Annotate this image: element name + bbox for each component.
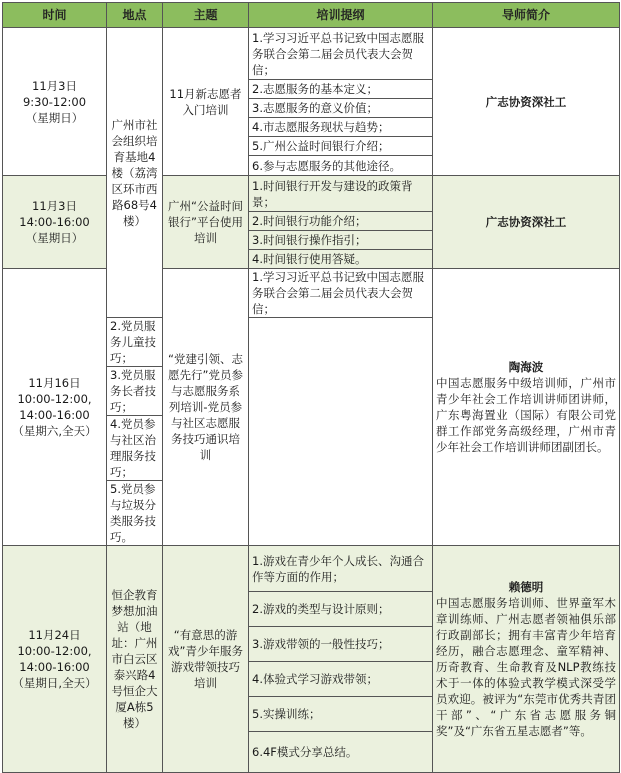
outline-item: 4.体验式学习游戏带领； bbox=[249, 662, 433, 697]
session-4-topic: “有意思的游戏”青少年服务游戏带领技巧培训 bbox=[163, 546, 249, 773]
outline-item: 2.游戏的类型与设计原则； bbox=[249, 592, 433, 627]
outline-item: 2.志愿服务的基本定义； bbox=[249, 80, 433, 99]
outline-item: 1.游戏在青少年个人成长、沟通合作等方面的作用； bbox=[249, 546, 433, 592]
outline-item: 4.时间银行使用答疑。 bbox=[249, 250, 433, 269]
session-4-time: 11月24日 10:00-12:00, 14:00-16:00 （星期日,全天） bbox=[3, 546, 107, 773]
session-2-time: 11月3日 14:00-16:00 （星期日） bbox=[3, 176, 107, 269]
header-outline: 培训提纲 bbox=[249, 3, 433, 28]
table-row bbox=[3, 546, 620, 592]
outline-item: 2.党员服务儿童技巧； bbox=[107, 318, 163, 367]
outline-item: 3.志愿服务的意义价值； bbox=[249, 99, 433, 118]
outline-item: 6.参与志愿服务的其他途径。 bbox=[249, 156, 433, 176]
outline-item: 5.党员参与垃圾分类服务技巧。 bbox=[107, 481, 163, 546]
outline-item: 3.时间银行操作指引； bbox=[249, 231, 433, 250]
session-1-topic: 11月新志愿者入门培训 bbox=[163, 28, 249, 176]
outline-item: 4.党员参与社区治理服务技巧； bbox=[107, 416, 163, 481]
outline-item: 5.实操训练； bbox=[249, 697, 433, 732]
session-4-location: 恒企教育梦想加油站（地址：广州市白云区泰兴路4号恒企大厦A栋5楼） bbox=[107, 546, 163, 773]
table-row bbox=[3, 176, 620, 212]
mentor-bio: 中国志愿服务培训师、世界童军木章训练师、广州志愿者领袖俱乐部行政副部长；拥有丰富青少年培育经历，融合志愿理念、童军精神、历奇教育、生命教育及NLP教练技术于一体的体验式教学模式深受学员欢迎。被评为“东莞市优秀共青团干部”、“广东省志愿服务铜奖”及“广东省五星志愿者”等。 bbox=[436, 596, 616, 738]
mentor-bio: 中国志愿服务中级培训师，广州市青少年社会工作培训讲师团讲师，广东粤海置业（国际）有限公司党群工作部党务高级经理，广州市青少年社会工作培训讲师团副团长。 bbox=[436, 376, 616, 454]
outline-item: 3.游戏带领的一般性技巧； bbox=[249, 627, 433, 662]
shared-location: 广州市社会组织培育基地4楼（荔湾区环市西路68号4楼） bbox=[107, 28, 163, 318]
header-topic: 主题 bbox=[163, 3, 249, 28]
header-row bbox=[3, 3, 620, 28]
session-3-topic: “党建引领、志愿先行”党员参与志愿服务系列培训-党员参与社区志愿服务技巧通识培训 bbox=[163, 269, 249, 546]
mentor-name: 陶海波 bbox=[508, 360, 544, 374]
outline-item: 5.广州公益时间银行介绍； bbox=[249, 137, 433, 156]
header-time: 时间 bbox=[3, 3, 107, 28]
outline-item: 2.时间银行功能介绍； bbox=[249, 212, 433, 231]
schedule-table bbox=[2, 2, 620, 773]
outline-item: 4.市志愿服务现状与趋势； bbox=[249, 118, 433, 137]
session-2-mentor: 广志协资深社工 bbox=[433, 176, 620, 269]
session-1-mentor: 广志协资深社工 bbox=[433, 28, 620, 176]
session-4-mentor bbox=[433, 546, 620, 773]
session-3-time: 11月16日 10:00-12:00, 14:00-16:00 （星期六,全天） bbox=[3, 269, 107, 546]
header-location: 地点 bbox=[107, 3, 163, 28]
outline-item: 1.学习习近平总书记致中国志愿服务联合会第二届会员代表大会贺信； bbox=[249, 28, 433, 80]
header-mentor: 导师简介 bbox=[433, 3, 620, 28]
table-row bbox=[3, 269, 620, 318]
table-row bbox=[3, 28, 620, 80]
session-3-mentor bbox=[433, 269, 620, 546]
outline-item: 1.时间银行开发与建设的政策背景； bbox=[249, 176, 433, 212]
session-1-time: 11月3日 9:30-12:00 （星期日） bbox=[3, 28, 107, 176]
outline-item: 1.学习习近平总书记致中国志愿服务联合会第二届会员代表大会贺信； bbox=[249, 269, 433, 318]
session-2-topic: 广州“公益时间银行”平台使用培训 bbox=[163, 176, 249, 269]
mentor-name: 赖德明 bbox=[508, 580, 544, 594]
outline-item: 6.4F模式分享总结。 bbox=[249, 732, 433, 773]
outline-item: 3.党员服务长者技巧； bbox=[107, 367, 163, 416]
